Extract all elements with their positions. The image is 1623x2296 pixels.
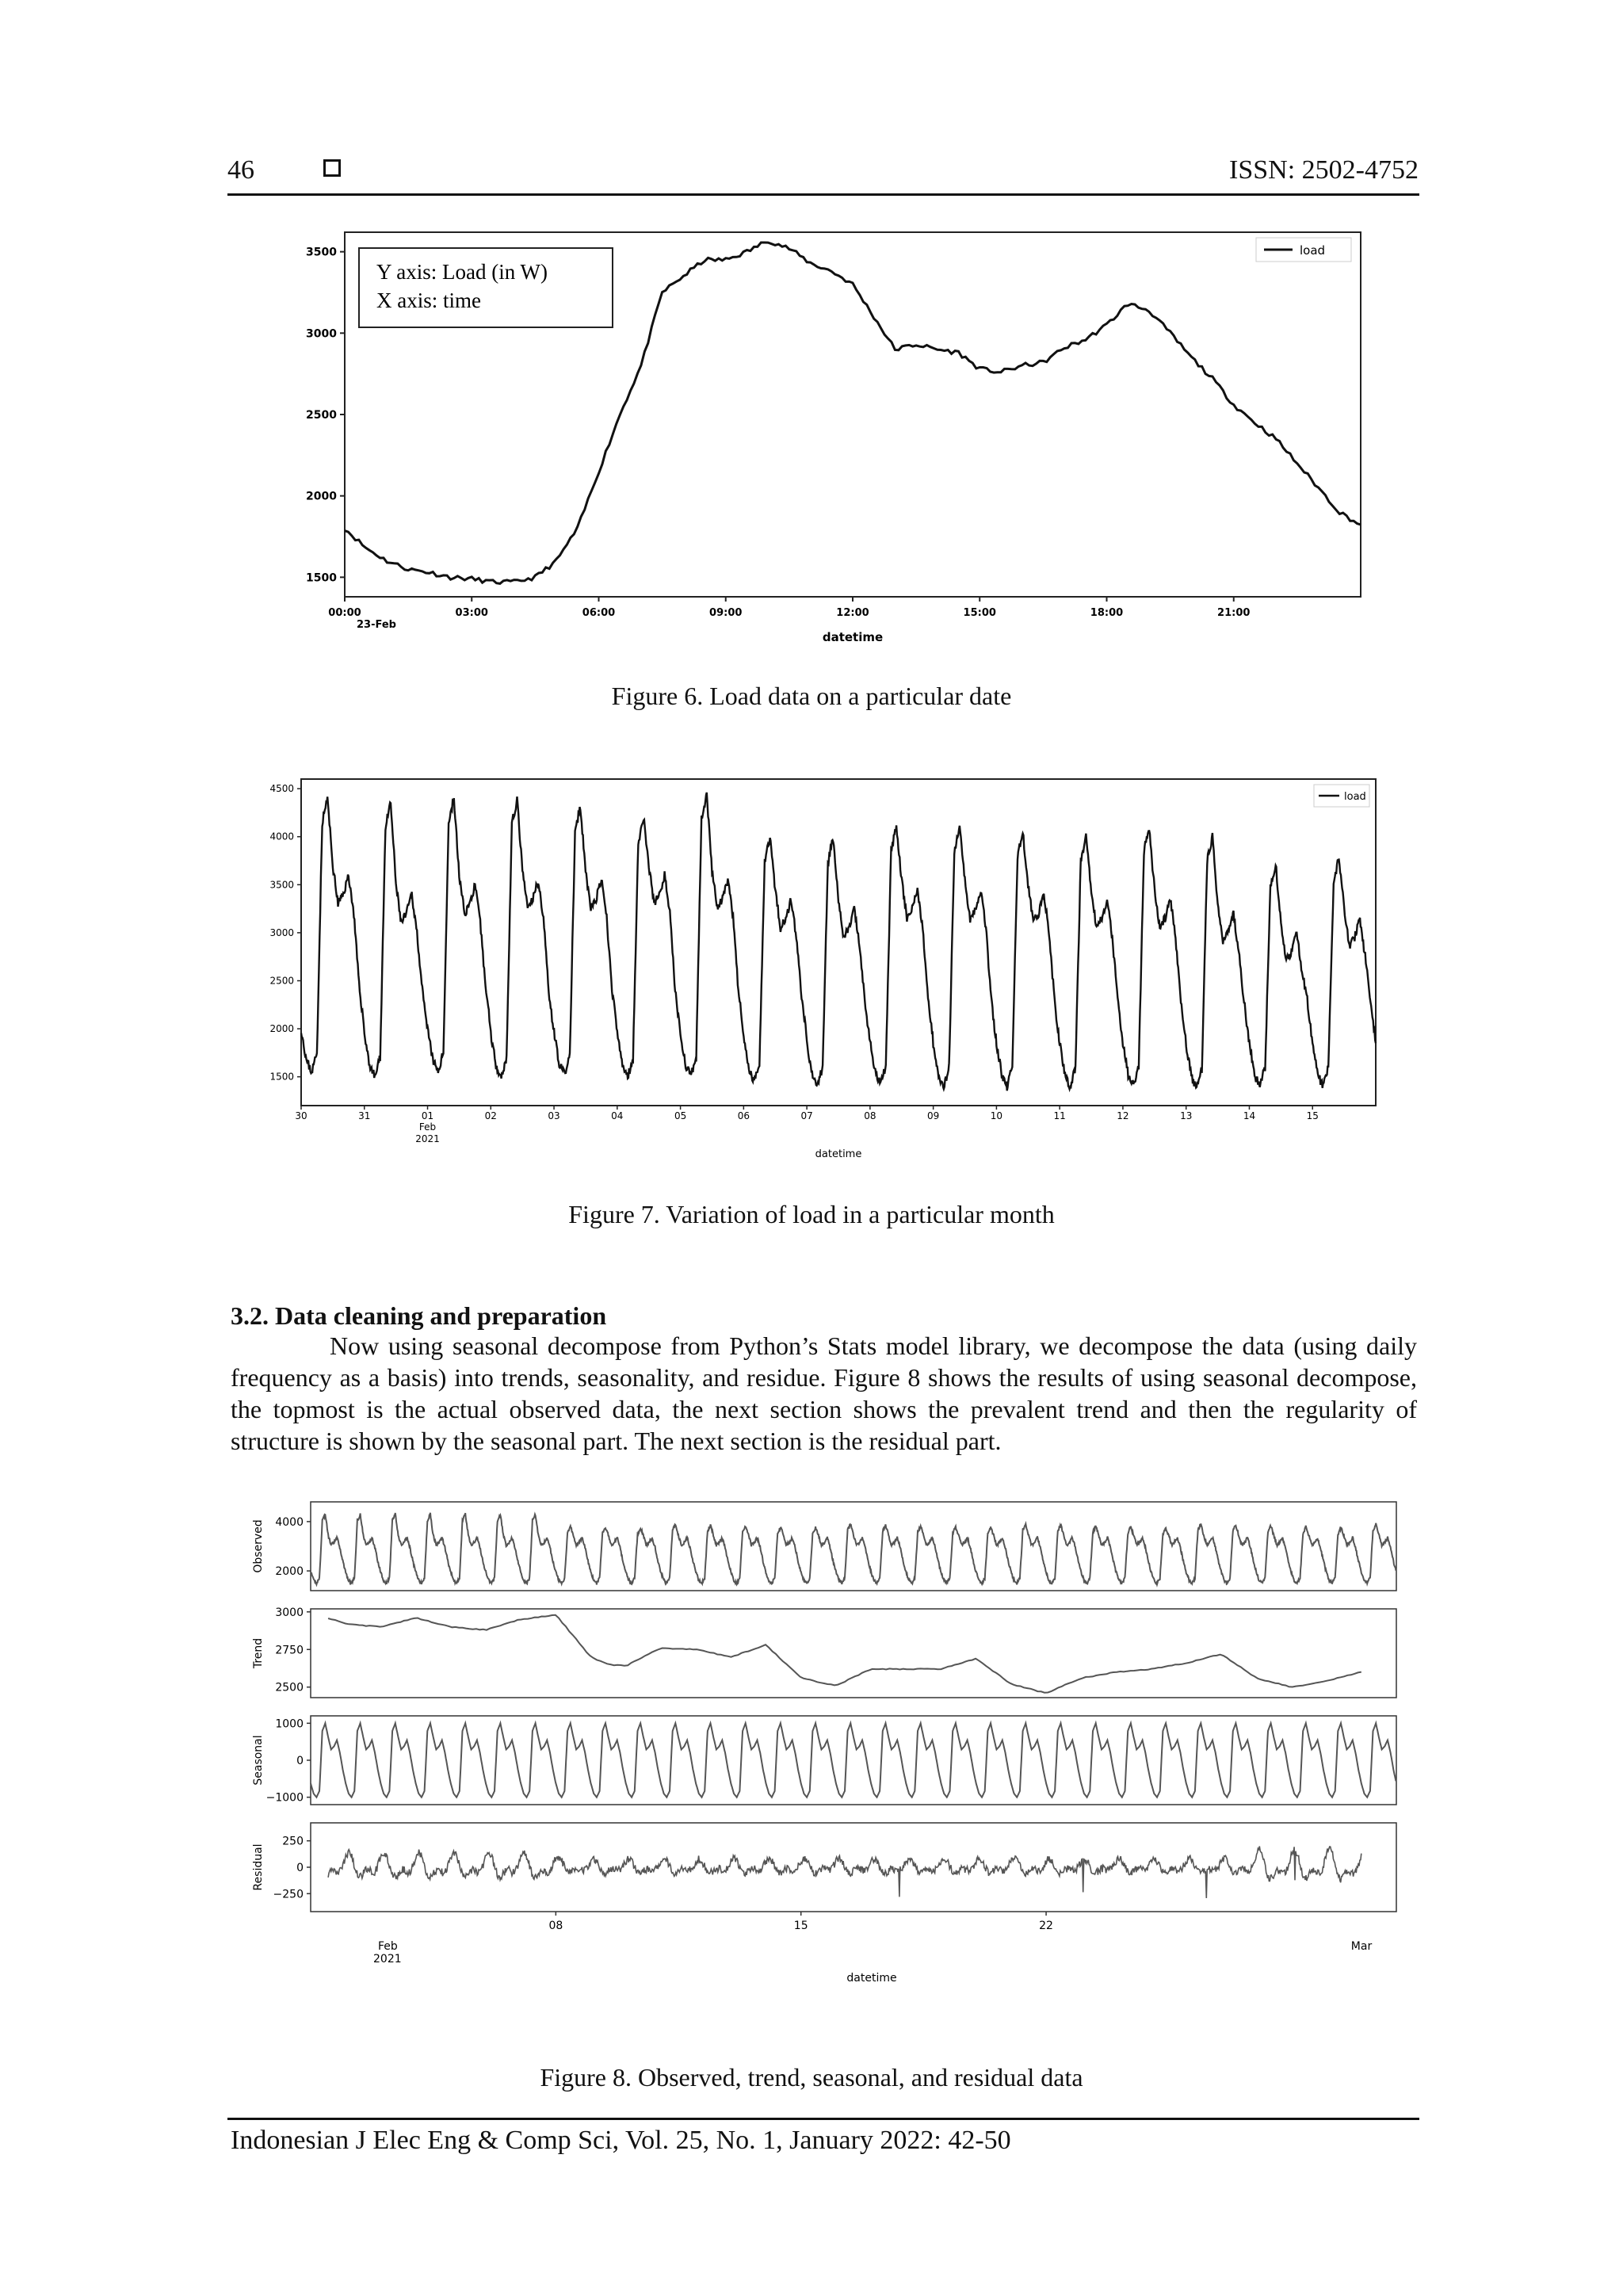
journal-issn: ISSN: 2502-4752 (1229, 155, 1419, 185)
square-bullet-icon (323, 159, 341, 177)
figure6-ytick-label: 2000 (306, 490, 337, 503)
figure6-ytick-label: 2500 (306, 409, 337, 422)
figure8-xlabel: datetime (846, 1972, 897, 1985)
figure7-xtick-label: 09 (927, 1110, 940, 1121)
figure8-ytick-label: 0 (296, 1862, 304, 1874)
figure7-xtick-label: 11 (1053, 1110, 1066, 1121)
figure6-xtick-label: 03:00 (455, 607, 488, 619)
figure6-caption: Figure 6. Load data on a particular date (611, 682, 1012, 710)
figure6-xlabel: datetime (822, 630, 884, 644)
figure8-trend-line (328, 1615, 1361, 1693)
figure8-observed-line (311, 1513, 1396, 1585)
figure7-xtick-label: 31 (358, 1110, 371, 1121)
figure7-xtick-label: 01 (421, 1110, 434, 1121)
figure8-ytick-label: 250 (282, 1835, 304, 1848)
figure7-load-line (301, 793, 1376, 1091)
figure7-ytick-label: 1500 (269, 1071, 294, 1083)
figure6-ytick-label: 1500 (306, 571, 337, 585)
figure7-xtick-label: 08 (864, 1110, 876, 1121)
figure7-caption: Figure 7. Variation of load in a particular month (568, 1200, 1055, 1228)
figure6-xtick-label: 00:00 (328, 607, 361, 619)
figure7-ytick-label: 3000 (269, 926, 294, 938)
figure8-ytick-label: −250 (273, 1888, 304, 1901)
figure8-ytick-label: 2750 (275, 1644, 304, 1657)
figure7-xtick-label: 10 (990, 1110, 1003, 1121)
figure8-ytick-label: −1000 (265, 1791, 304, 1805)
figure7-xtick-label: 15 (1306, 1110, 1319, 1121)
figure8-ytick-label: 2000 (275, 1565, 304, 1579)
figure8-panel-frame (311, 1502, 1396, 1591)
figure8-xtick-label: 08 (548, 1920, 563, 1932)
figure7-xtick-label: 04 (611, 1110, 624, 1121)
figure8-panel-ylabel: Observed (252, 1519, 265, 1573)
figure8-x-left-year: 2021 (373, 1953, 402, 1966)
figure8-seasonal-line (311, 1723, 1396, 1797)
figure8-panel-residual (252, 1823, 1396, 1912)
figure6-chart (306, 226, 1383, 646)
figure6-xtick-label: 12:00 (836, 607, 869, 619)
figure8-caption: Figure 8. Observed, trend, seasonal, and residual data (540, 2063, 1083, 2092)
figure7-xtick-label: 02 (484, 1110, 497, 1121)
figure8-ytick-label: 0 (296, 1755, 304, 1767)
figure8-panel-ylabel: Seasonal (252, 1735, 265, 1786)
figure8-panel-observed (252, 1502, 1396, 1591)
figure7-xtick-label: 30 (295, 1110, 307, 1121)
section-paragraph: Now using seasonal decompose from Python’s Stats model library, we decompose the data (using daily frequency as a basis) into trends, seasonality, and residue. Figure 8 shows the results of using seasonal decompose, the topmost is the actual observed data, the next section shows the prevalent trend and then the regularity of structure is shown by the seasonal part. The next section is the residual part. (231, 1331, 1417, 1455)
figure7-xtick-label: 13 (1180, 1110, 1193, 1121)
header-rule (227, 193, 1419, 196)
figure7-ytick-label: 4500 (269, 783, 294, 795)
figure8-panel-seasonal (252, 1716, 1396, 1805)
figure8-residual-line (328, 1847, 1361, 1899)
figure8-ytick-label: 1000 (275, 1717, 304, 1731)
figure6-annotation-x: X axis: time (376, 288, 481, 312)
figure8-ytick-label: 2500 (275, 1681, 304, 1694)
figure8-ytick-label: 4000 (275, 1515, 304, 1529)
figure6-xtick-label: 15:00 (963, 607, 996, 619)
figure6-annotation-y: Y axis: Load (in W) (376, 260, 548, 284)
figure8-ytick-label: 3000 (275, 1606, 304, 1619)
figure7-xtick-label: 03 (548, 1110, 560, 1121)
figure6-legend-label: load (1300, 243, 1326, 258)
figure7-x-secondary-year: 2021 (415, 1133, 440, 1144)
footer-citation: Indonesian J Elec Eng & Comp Sci, Vol. 25, No. 1, January 2022: 42-50 (231, 2126, 1011, 2155)
page-number: 46 (227, 155, 254, 185)
figure7-xtick-label: 12 (1117, 1110, 1129, 1121)
figure6-xtick-label: 21:00 (1217, 607, 1251, 619)
figure7-legend-label: load (1344, 791, 1366, 803)
figure8-x-right-month: Mar (1350, 1940, 1373, 1953)
figure7-ytick-label: 3500 (269, 879, 294, 891)
figure7-xtick-label: 06 (737, 1110, 750, 1121)
figure8-chart (246, 1502, 1419, 2001)
figure6-ytick-label: 3500 (306, 246, 337, 259)
figure7-xtick-label: 14 (1243, 1110, 1256, 1121)
figure8-panel-ylabel: Residual (252, 1843, 265, 1891)
figure7-xlabel: datetime (815, 1148, 862, 1160)
figure6-xtick-label: 18:00 (1090, 607, 1124, 619)
figure8-panel-trend (252, 1606, 1396, 1698)
figure6-xtick-label: 06:00 (582, 607, 616, 619)
figure7-ytick-label: 2500 (269, 975, 294, 987)
figure7-xtick-label: 07 (800, 1110, 813, 1121)
figure7-x-secondary-month: Feb (418, 1121, 437, 1133)
figure8-xtick-label: 15 (793, 1920, 808, 1932)
figure8-x-left-month: Feb (378, 1940, 398, 1953)
figure6-ytick-label: 3000 (306, 327, 337, 341)
figure8-xtick-label: 22 (1039, 1920, 1053, 1932)
figure6-x-secondary: 23-Feb (357, 619, 396, 631)
figure7-chart (262, 767, 1387, 1179)
figure8-panel-frame (311, 1609, 1396, 1698)
figure7-ytick-label: 4000 (269, 831, 294, 842)
figure7-xtick-label: 05 (674, 1110, 687, 1121)
figure8-panel-ylabel: Trend (252, 1637, 265, 1669)
footer-rule (227, 2118, 1419, 2120)
section-heading: 3.2. Data cleaning and preparation (231, 1301, 607, 1330)
figure6-xtick-label: 09:00 (709, 607, 743, 619)
figure7-ytick-label: 2000 (269, 1023, 294, 1035)
